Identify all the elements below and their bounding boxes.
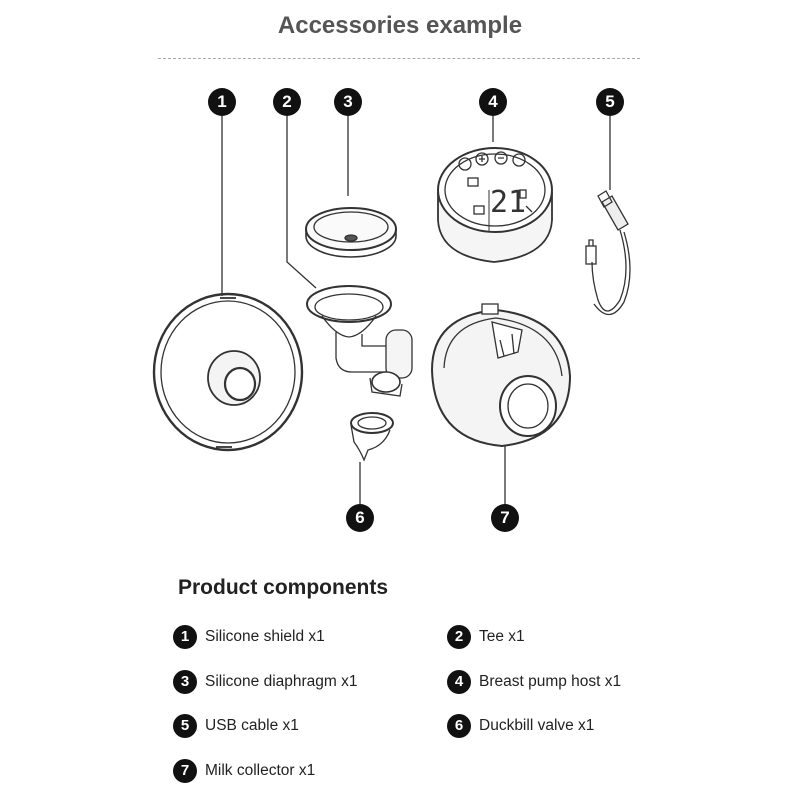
component-label: Milk collector x1 [205,762,316,779]
callout-4: 4 [479,88,507,116]
component-item-2 [447,624,525,650]
callout-1: 1 [208,88,236,116]
component-label: Duckbill valve x1 [479,717,595,734]
component-label: Silicone diaphragm x1 [205,673,358,690]
callout-5: 5 [596,88,624,116]
component-number: 2 [447,625,471,649]
leader-line-2 [287,114,316,288]
callout-3: 3 [334,88,362,116]
milk-collector-drawing [432,304,570,446]
duckbill-valve-drawing [351,413,393,460]
usb-cable-drawing [586,191,630,315]
component-label: Breast pump host x1 [479,673,622,690]
component-number: 1 [173,625,197,649]
callout-7: 7 [491,504,519,532]
component-number: 4 [447,670,471,694]
silicone-shield-drawing [154,294,302,450]
component-number: 3 [173,670,197,694]
component-item-4 [447,669,621,695]
component-item-5 [173,713,299,739]
page-title: Accessories example [277,12,523,39]
silicone-diaphragm-drawing [306,208,396,257]
component-number: 5 [173,714,197,738]
component-number: 6 [447,714,471,738]
component-label: Tee x1 [479,628,525,645]
component-item-7 [173,758,315,784]
component-number: 7 [173,759,197,783]
component-item-3 [173,669,358,695]
component-item-6 [447,713,594,739]
component-item-1 [173,624,325,650]
component-label: Silicone shield x1 [205,628,325,645]
tee-drawing [307,286,412,396]
callout-2: 2 [273,88,301,116]
pump-host-display: 21 [490,185,527,220]
callout-6: 6 [346,504,374,532]
component-label: USB cable x1 [205,717,299,734]
section-title: Product components [178,576,389,599]
